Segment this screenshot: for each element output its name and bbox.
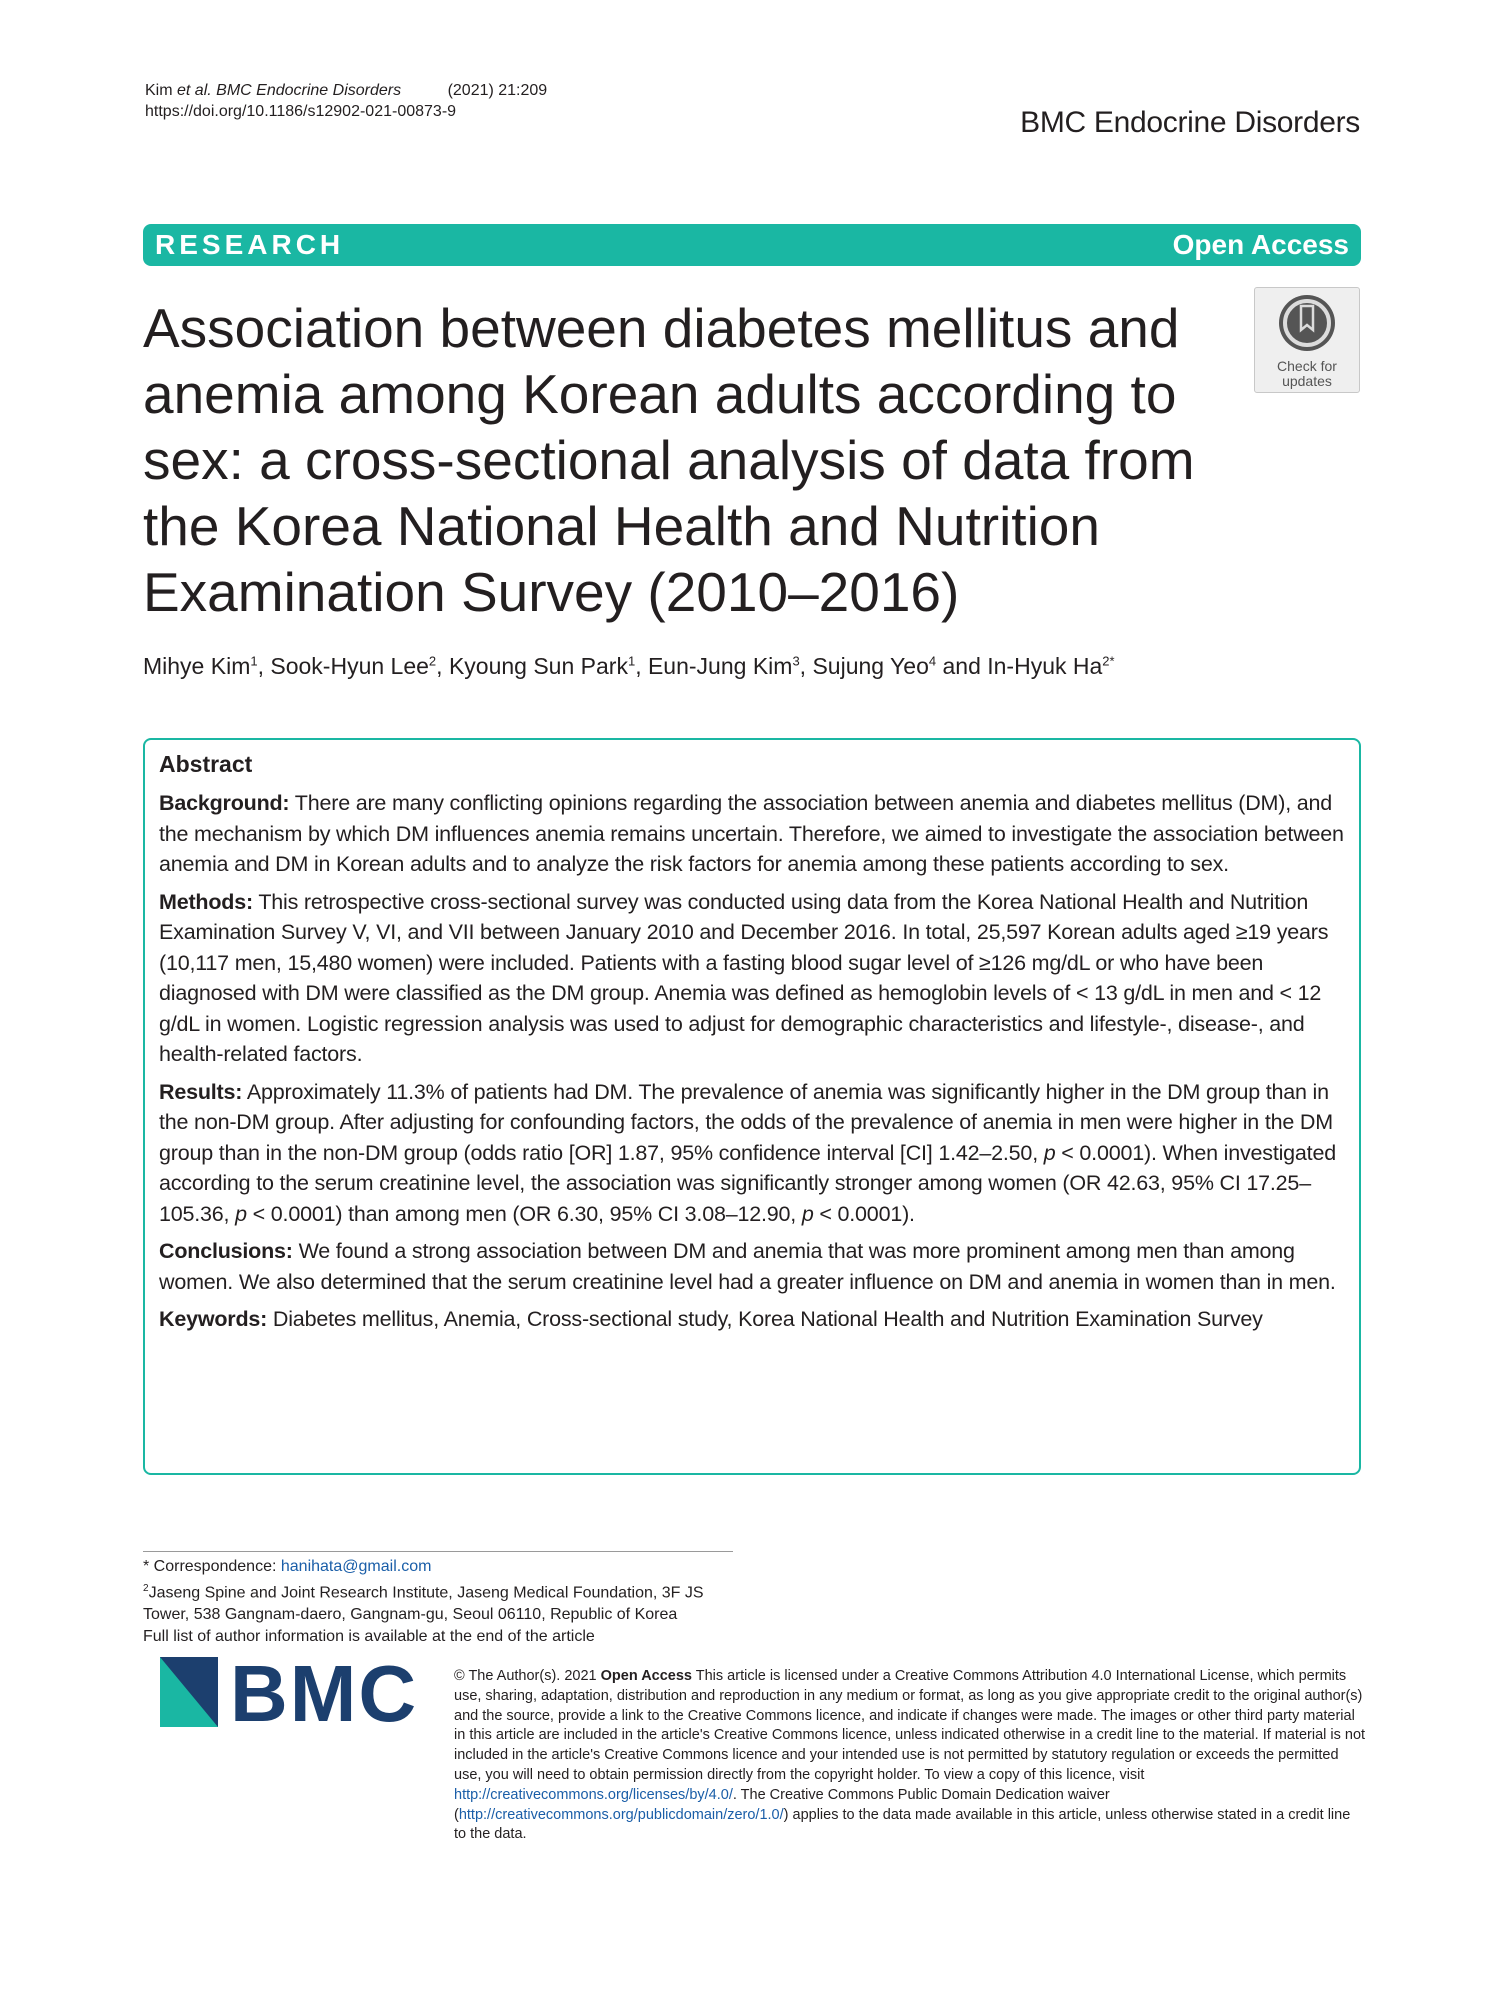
author-list (143, 653, 1115, 680)
citation-authors: Kim (145, 82, 173, 99)
abstract-box (143, 738, 1361, 1475)
author-separator: and (936, 653, 988, 679)
author-affiliation: 2 (428, 653, 437, 669)
author: In-Hyuk Ha (987, 653, 1103, 679)
cc0-waiver-link[interactable]: http://creativecommons.org/publicdomain/zero/1.0/ (458, 1806, 784, 1823)
abstract-results (159, 1077, 1345, 1230)
p-value-symbol: p (1043, 1140, 1056, 1165)
abstract-background (159, 788, 1345, 880)
license-text: ) applies to the data made available in this article, unless otherwise stated in a credit line to the data. (454, 1806, 1351, 1843)
methods-text: This retrospective cross-sectional survey was conducted using data from the Korea National Health and Nutrition Examination Survey V, VI, and VII between January 2010 and December 2016. In total, 25,597 Korean adults aged ≥19 years (10,117 men, 15,480 women) were included. Patients with a fasting blood sugar level of ≥126 mg/dL or who have been diagnosed with DM were classified as the DM group. Anemia was defined as hemoglobin levels of < 13 g/dL in men and < 12 g/dL in women. Logistic regression analysis was used to adjust for demographic characteristics and lifestyle-, disease-, and health-related factors. (159, 889, 1329, 1066)
journal-name: BMC Endocrine Disorders (1020, 106, 1360, 139)
background-text: There are many conflicting opinions regarding the association between anemia and diabetes mellitus (DM), and the mechanism by which DM influences anemia remains uncertain. Therefore, we aimed to investigate the association between anemia and DM in Korean adults and to analyze the risk factors for anemia among these patients according to sex. (159, 791, 1344, 876)
citation-year-volume: (2021) 21:209 (447, 82, 548, 99)
abstract-heading: Abstract (159, 751, 253, 777)
background-label: Background: (159, 791, 290, 815)
article-title: Association between diabetes mellitus and anemia among Korean adults according to sex: a cross-sectional analysis of data from the Korea National Health and Nutrition Examination Survey (2010–2016) (143, 297, 1195, 623)
citation-header (145, 80, 547, 122)
check-updates-line1: Check for (1277, 358, 1337, 374)
footnotes (143, 1556, 743, 1648)
results-text: < 0.0001) than among men (OR 6.30, 95% CI 3.08–12.90, (252, 1201, 797, 1226)
author: Sook-Hyun Lee (270, 653, 429, 679)
p-value-symbol: p (801, 1201, 814, 1226)
cc-by-license-link[interactable]: http://creativecommons.org/licenses/by/4.0/ (454, 1786, 733, 1803)
author: Kyoung Sun Park (448, 653, 628, 679)
license-text: This article is licensed under a Creative Commons Attribution 4.0 International License, which permits use, sharing, adaptation, distribution and reproduction in any medium or format, as long as you give appropriate credit to the original author(s) and the source, provide a link to the Creative Commons licence, and indicate if changes were made. The images or other third party material in this article are included in the article's Creative Commons licence, unless indicated otherwise in a credit line to the material. If material is not included in the article's Creative Commons licence and your intended use is not permitted by statutory regulation or exceeds the permitted use, you will need to obtain permission directly from the copyright holder. To view a copy of this licence, visit (454, 1668, 1366, 1783)
author: Eun-Jung Kim (647, 653, 793, 679)
open-access-bold: Open Access (600, 1668, 692, 1684)
author-affiliation: 3 (792, 653, 800, 669)
author-separator: , (799, 653, 813, 679)
check-updates-line2: updates (1282, 373, 1332, 389)
results-text: < 0.0001). When investigated according to the serum creatinine level, the association was significantly stronger among women (OR 42.63, 95% CI 17.25–105.36, (159, 1140, 1336, 1226)
author: Sujung Yeo (812, 653, 929, 679)
bmc-logo-text: BMC (230, 1657, 419, 1732)
author: Mihye Kim (143, 653, 251, 679)
author-separator: , (436, 653, 449, 679)
author-separator: , (635, 653, 648, 679)
methods-label: Methods: (159, 889, 253, 914)
keywords-label: Keywords: (159, 1307, 268, 1331)
abstract-conclusions (159, 1236, 1345, 1297)
copyright-text: © The Author(s). 2021 (454, 1668, 597, 1684)
article-type-banner (143, 224, 1361, 266)
p-value-symbol: p (235, 1201, 247, 1226)
license-statement (454, 1667, 1366, 1845)
bmc-logo (160, 1657, 425, 1732)
abstract-keywords (159, 1304, 1345, 1335)
author-separator: , (257, 653, 271, 679)
results-text: Approximately 11.3% of patients had DM. The prevalence of anemia was significantly higher in the DM group than in the non-DM group. After adjusting for confounding factors, the odds of the prevalence of anemia in men were higher in the DM group than in the non-DM group (odds ratio [OR] 1.87, 95% confidence interval [CI] 1.42–2.50, (159, 1079, 1333, 1165)
affiliation-line (143, 1578, 743, 1626)
full-author-info-note: Full list of author information is available at the end of the article (143, 1628, 595, 1646)
citation-et-al: et al. (177, 82, 212, 99)
author-affiliation: 4 (928, 653, 937, 669)
abstract-methods (159, 887, 1345, 1070)
citation-journal: BMC Endocrine Disorders (216, 82, 402, 99)
conclusions-text: We found a strong association between DM and anemia that was more prominent among men than among women. We also determined that the serum creatinine level had a greater influence on DM and anemia in women than in men. (159, 1239, 1336, 1294)
author-affiliation: 1 (250, 653, 258, 669)
correspondence-email-link[interactable]: hanihata@gmail.com (280, 1558, 432, 1575)
license-text: . The Creative Commons Public Domain Dedication waiver ( (454, 1786, 1110, 1823)
results-text: < 0.0001). (819, 1201, 915, 1226)
affiliation-text: Jaseng Spine and Joint Research Institute, Jaseng Medical Foundation, 3F JS Tower, 538 Gangnam-daero, Gangnam-gu, Seoul 06110, Republic of Korea (143, 1584, 704, 1624)
doi-link[interactable]: https://doi.org/10.1186/s12902-021-00873-9 (145, 103, 457, 120)
correspondence-line (143, 1556, 743, 1578)
check-for-updates-badge[interactable] (1254, 287, 1360, 393)
footnote-divider (143, 1551, 733, 1552)
affiliation-number: 2 (143, 1583, 149, 1594)
conclusions-label: Conclusions: (159, 1239, 293, 1263)
keywords-text: Diabetes mellitus, Anemia, Cross-sectional study, Korea National Health and Nutrition Examination Survey (272, 1307, 1263, 1331)
check-updates-icon (1276, 292, 1338, 354)
correspondence-label: * Correspondence: (143, 1558, 277, 1575)
article-type-label: RESEARCH (155, 229, 345, 260)
author-affiliation: 1 (627, 653, 636, 669)
open-access-label: Open Access (1172, 229, 1349, 260)
results-label: Results: (159, 1079, 243, 1104)
author-affiliation: 2* (1102, 653, 1115, 669)
